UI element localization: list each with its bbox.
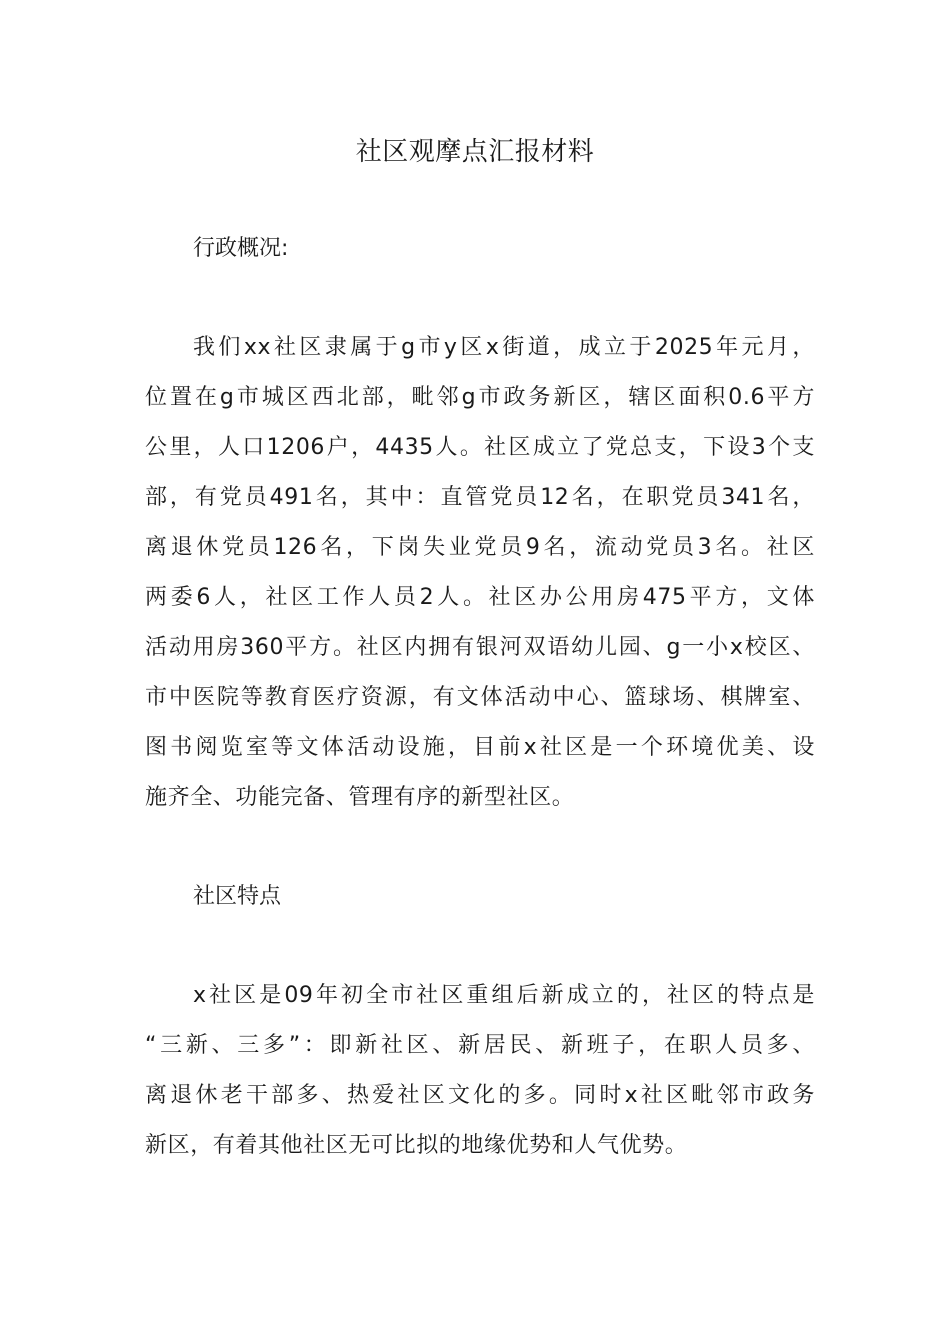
paragraph-line: 新区，有着其他社区无可比拟的地缘优势和人气优势。 bbox=[145, 1133, 688, 1158]
paragraph-line: 我们xx社区隶属于g市y区x街道，成立于2025年元月， bbox=[193, 335, 815, 360]
paragraph-admin-overview bbox=[145, 323, 815, 823]
paragraph-line: 两委6人，社区工作人员2人。社区办公用房475平方，文体 bbox=[145, 585, 815, 610]
paragraph-line: 图书阅览室等文体活动设施，目前x社区是一个环境优美、设 bbox=[145, 735, 815, 760]
paragraph-line: 离退休老干部多、热爱社区文化的多。同时x社区毗邻市政务 bbox=[145, 1083, 815, 1108]
paragraph-line: 活动用房360平方。社区内拥有银河双语幼儿园、g一小x校区、 bbox=[145, 635, 815, 660]
paragraph-community-features bbox=[145, 971, 815, 1171]
document-title: 社区观摩点汇报材料 bbox=[355, 137, 595, 167]
paragraph-line: 公里，人口1206户，4435人。社区成立了党总支，下设3个支 bbox=[145, 435, 815, 460]
paragraph-line: 市中医院等教育医疗资源，有文体活动中心、篮球场、棋牌室、 bbox=[145, 685, 815, 710]
paragraph-line: 离退休党员126名，下岗失业党员9名，流动党员3名。社区 bbox=[145, 535, 815, 560]
section-heading-community-features: 社区特点 bbox=[193, 884, 282, 909]
paragraph-line: 施齐全、功能完备、管理有序的新型社区。 bbox=[145, 785, 575, 810]
paragraph-line: “三新、三多”：即新社区、新居民、新班子，在职人员多、 bbox=[145, 1033, 815, 1058]
paragraph-line: x社区是09年初全市社区重组后新成立的，社区的特点是 bbox=[193, 983, 815, 1008]
section-heading-admin-overview: 行政概况: bbox=[193, 236, 289, 261]
paragraph-line: 部，有党员491名，其中：直管党员12名，在职党员341名， bbox=[145, 485, 815, 510]
paragraph-line: 位置在g市城区西北部，毗邻g市政务新区，辖区面积0.6平方 bbox=[145, 385, 815, 410]
